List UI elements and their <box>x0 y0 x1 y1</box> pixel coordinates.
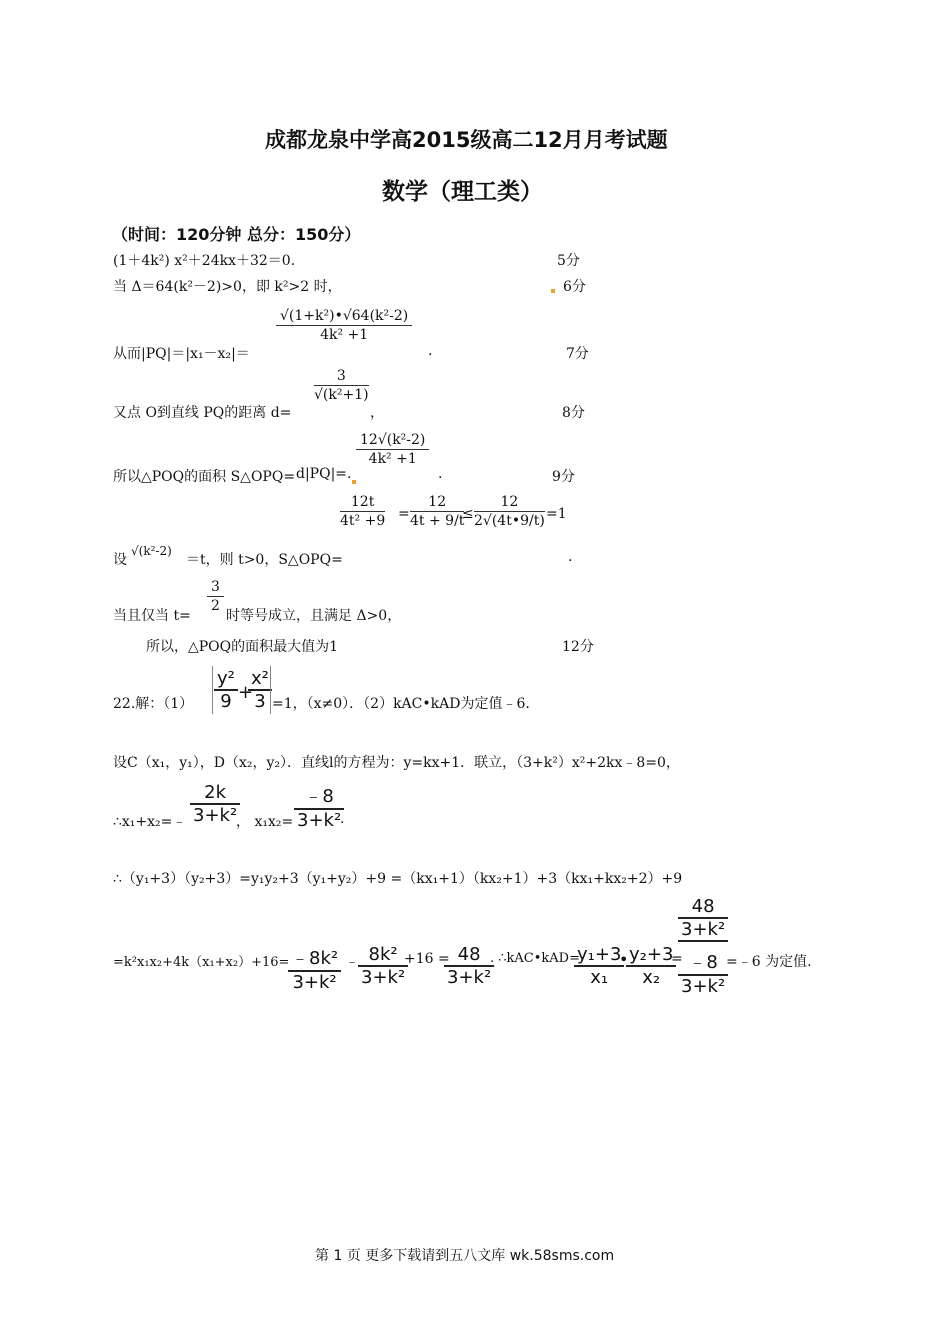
vieta-label: ∴x₁+x₂=﹣ <box>113 814 187 830</box>
fraction-denominator: 4t + 9/t <box>410 513 465 529</box>
equals-one: =1 <box>546 506 567 522</box>
fraction-denominator: 3+k² <box>447 967 492 988</box>
sum-roots-fraction <box>190 782 240 826</box>
fraction-numerator: x² <box>248 668 272 691</box>
slope-product-label: . ∴kAC•kAD= <box>490 951 580 966</box>
minus-sign: ﹣ <box>345 954 359 970</box>
period: . <box>438 466 443 482</box>
slope-ad-fraction <box>626 944 676 988</box>
term-fraction-3 <box>444 944 494 988</box>
fraction-denominator: 9 <box>220 691 232 712</box>
discriminant-line: 当 Δ＝64(k²－2)>0，即 k²>2 时， <box>113 279 342 295</box>
fraction-numerator: 48 <box>678 896 728 919</box>
fraction-numerator: 12√(k²-2) <box>356 432 429 450</box>
score-7: 7分 <box>566 346 589 362</box>
score-6: 6分 <box>563 279 586 295</box>
fraction-numerator: ﹣8 <box>294 782 344 810</box>
equals-sign: = <box>671 951 683 967</box>
fraction-denominator: 4k² +1 <box>368 451 417 467</box>
substitution-text: ＝t，则 t>0，S△OPQ= <box>186 552 343 568</box>
period: . <box>568 549 573 565</box>
equals-sign: = <box>398 506 410 522</box>
problem-22-label: 22.解：（1） <box>113 696 194 712</box>
fraction-denominator: 2√(4t•9/t) <box>474 513 545 529</box>
fraction-numerator: y₁+3 <box>574 944 624 967</box>
plus-sign: + <box>238 682 254 703</box>
fraction-numerator: 3 <box>207 579 224 597</box>
page-title: 成都龙泉中学高2015级高二12月月考试题 <box>265 128 668 152</box>
fraction-denominator: 3+k² <box>361 967 406 988</box>
score-12: 12分 <box>562 639 594 655</box>
fraction-denominator: 3+k² <box>292 972 337 993</box>
fraction-numerator: 12 <box>474 494 545 512</box>
equality-condition-label: 当且仅当 t= <box>113 608 191 624</box>
ellipse-term-x <box>248 668 272 712</box>
equation-line-1: (1＋4k²) x²＋24kx＋32＝0. <box>113 253 296 269</box>
line-setup: 设C（x₁，y₁），D（x₂，y₂）．直线l的方程为：y=kx+1．联立，（3+k²）x²+2kx﹣8=0， <box>113 755 680 771</box>
fraction-numerator: ﹣8k² <box>288 944 341 972</box>
distance-fraction <box>314 368 369 403</box>
fraction-denominator: 3 <box>254 691 266 712</box>
plus-sixteen: +16 = <box>404 951 450 967</box>
marker-dot <box>352 480 356 484</box>
slope-ac-fraction <box>574 944 624 988</box>
image-border <box>212 666 213 714</box>
product-roots-fraction <box>294 782 344 831</box>
fraction-denominator: 3+k² <box>193 805 238 826</box>
exam-info: （时间：120分钟 总分：150分） <box>112 225 361 244</box>
equality-condition-text: 时等号成立，且满足 Δ>0， <box>226 608 402 624</box>
final-result: =﹣6 为定值. <box>726 954 812 970</box>
pq-length-label: 从而|PQ|＝|x₁－x₂|＝ <box>113 346 250 362</box>
fraction-numerator: y² <box>214 668 238 691</box>
less-equal-sign: ≤ <box>462 506 474 522</box>
score-9: 9分 <box>552 469 575 485</box>
final-computation-label: =k²x₁x₂+4k（x₁+x₂）+16= <box>113 955 290 970</box>
substitution-fraction-1 <box>340 494 385 529</box>
fraction-numerator: 48 <box>444 944 494 967</box>
fraction-denominator: √(k²+1) <box>314 387 369 403</box>
term-fraction-2 <box>358 944 408 988</box>
fraction-numerator: 3 <box>314 368 369 386</box>
fraction-numerator: 8k² <box>358 944 408 967</box>
fraction-denominator: 2 <box>211 598 220 614</box>
marker-dot <box>551 289 555 293</box>
score-8: 8分 <box>562 405 585 421</box>
max-area-conclusion: 所以，△POQ的面积最大值为1 <box>146 639 339 655</box>
fraction-denominator: 4t² +9 <box>340 513 386 529</box>
bullet-operator: • <box>619 950 629 969</box>
fraction-numerator: 2k <box>190 782 240 805</box>
comma: ， <box>370 405 384 421</box>
fraction-denominator: 3+k² <box>297 810 342 831</box>
fraction-numerator: ﹣8 <box>678 948 728 976</box>
expansion-line: ∴（y₁+3）（y₂+3）=y₁y₂+3（y₁+y₂）+9 =（kx₁+1）（kx₂+1）+3（kx₁+kx₂+2）+9 <box>113 871 683 887</box>
problem-22-answer: =1，（x≠0）．（2）kAC•kAD为定值﹣6. <box>272 696 530 712</box>
product-label: ， x₁x₂= <box>236 814 294 830</box>
score-5: 5分 <box>557 253 580 269</box>
term-fraction-1 <box>288 944 341 993</box>
fraction-numerator: 12 <box>410 494 464 512</box>
fraction-numerator: y₂+3 <box>626 944 676 967</box>
compound-fraction-bottom <box>678 948 728 997</box>
fraction-denominator: 3+k² <box>681 976 726 997</box>
fraction-numerator: 12t <box>340 494 385 512</box>
page-subtitle: 数学（理工类） <box>382 179 543 205</box>
area-expression: d|PQ|=. <box>296 466 352 482</box>
period: . <box>340 811 345 827</box>
substitution-sqrt: √(k²-2) <box>131 544 172 558</box>
substitution-fraction-2 <box>410 494 464 529</box>
fraction-denominator: 4k² +1 <box>320 327 369 343</box>
ellipse-term-y <box>214 668 238 712</box>
page-footer: 第 1 页 更多下载请到五八文库 wk.58sms.com <box>315 1248 615 1264</box>
fraction-denominator: x₂ <box>642 967 661 988</box>
period: . <box>428 343 433 359</box>
area-label: 所以△POQ的面积 S△OPQ= <box>113 469 296 485</box>
compound-fraction-top <box>678 896 728 942</box>
image-border <box>270 666 271 714</box>
pq-length-fraction <box>276 308 412 343</box>
fraction-numerator: √(1+k²)•√64(k²-2) <box>276 308 412 326</box>
fraction-denominator: 3+k² <box>678 919 728 942</box>
fraction-denominator: x₁ <box>590 967 609 988</box>
substitution-label: 设 <box>113 552 127 568</box>
area-fraction <box>356 432 429 467</box>
distance-label: 又点 O到直线 PQ的距离 d= <box>113 405 292 421</box>
substitution-fraction-3 <box>474 494 545 529</box>
t-value-fraction <box>207 579 224 614</box>
